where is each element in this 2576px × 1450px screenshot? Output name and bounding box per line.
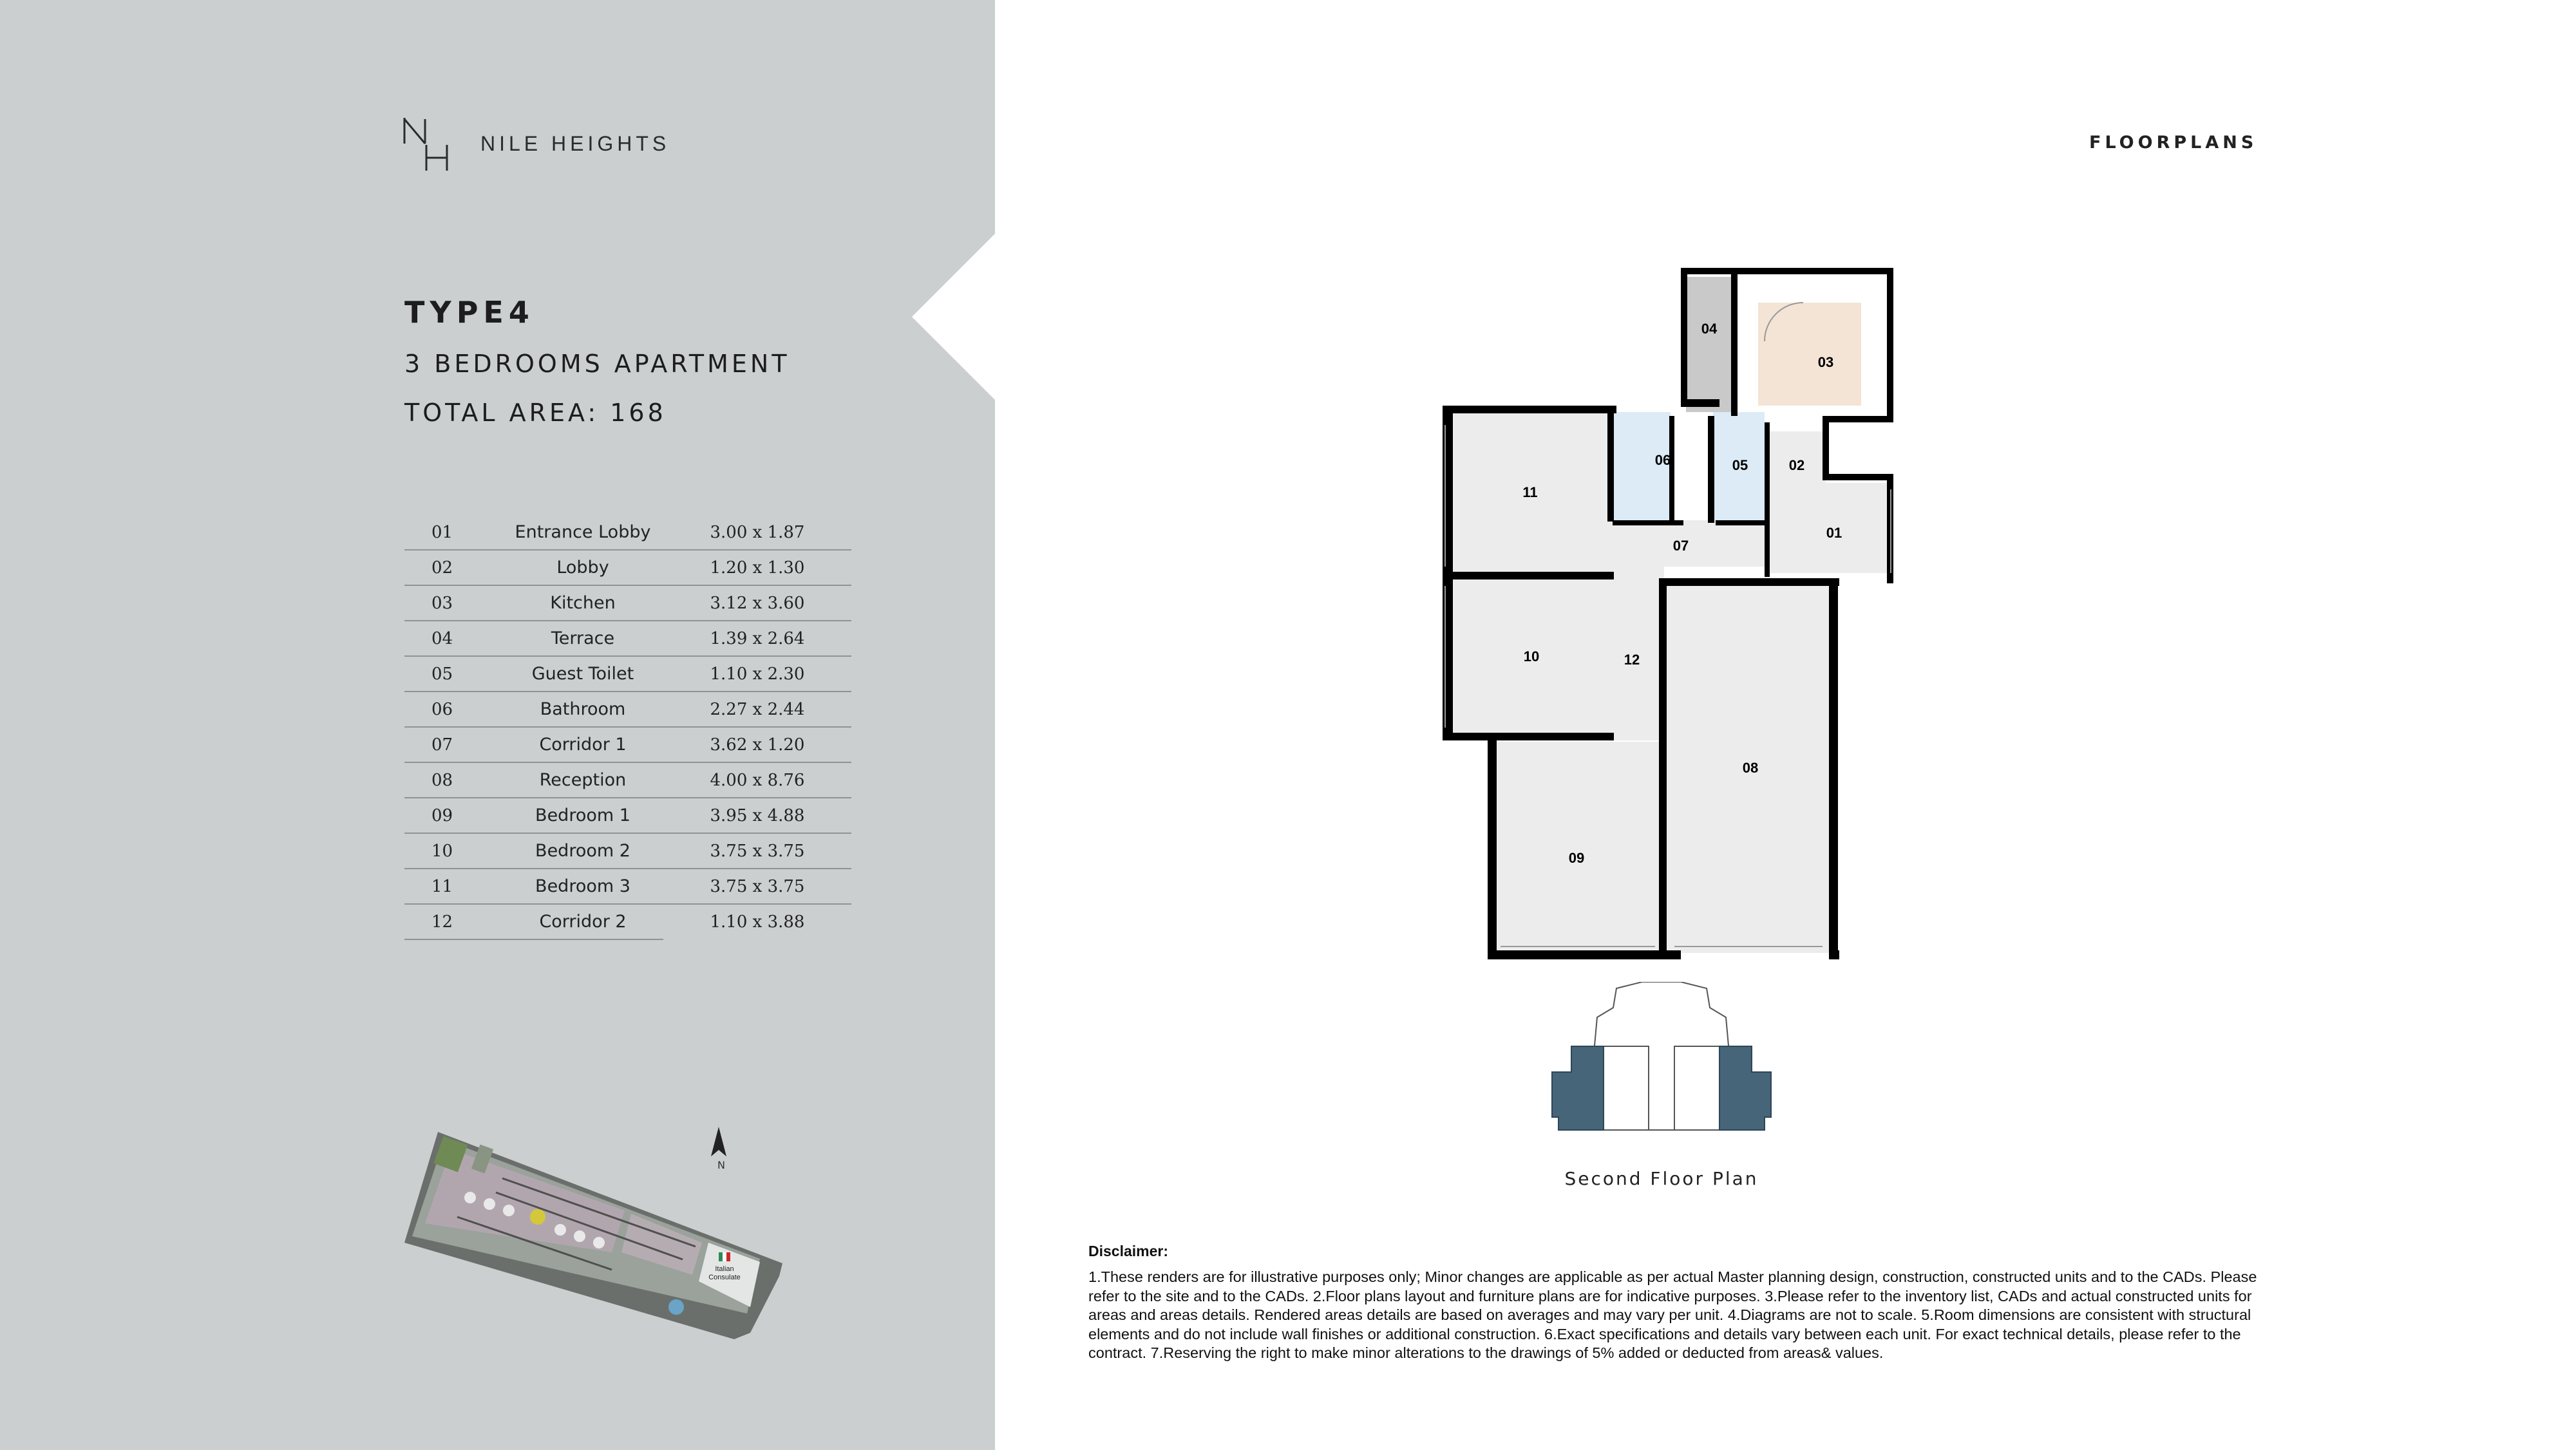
room-number: 10 bbox=[404, 833, 502, 869]
room-name: Corridor 1 bbox=[502, 727, 663, 762]
table-row bbox=[404, 798, 851, 833]
room-name: Corridor 2 bbox=[502, 904, 663, 939]
table-row bbox=[404, 550, 851, 585]
room-name: Bedroom 2 bbox=[502, 833, 663, 869]
table-row bbox=[404, 904, 851, 939]
room-09-area bbox=[1492, 742, 1664, 953]
landmark-line2: Consulate bbox=[708, 1274, 741, 1281]
room-dimensions: 3.75 x 3.75 bbox=[663, 833, 851, 869]
label-room-12: 12 bbox=[1624, 652, 1640, 668]
label-room-11: 11 bbox=[1522, 484, 1538, 500]
room-dimensions: 4.00 x 8.76 bbox=[663, 762, 851, 798]
key-plan bbox=[1539, 982, 1784, 1149]
room-dimensions: 1.39 x 2.64 bbox=[663, 621, 851, 656]
room-number: 03 bbox=[404, 585, 502, 621]
room-number: 05 bbox=[404, 656, 502, 692]
table-row bbox=[404, 762, 851, 798]
label-room-02: 02 bbox=[1788, 457, 1805, 473]
disclaimer bbox=[1088, 1243, 2257, 1363]
label-room-04: 04 bbox=[1701, 321, 1718, 337]
room-schedule-table bbox=[404, 515, 851, 940]
room-dimensions: 1.10 x 3.88 bbox=[710, 912, 805, 932]
room-number: 06 bbox=[404, 692, 502, 727]
nh-monogram-icon bbox=[403, 118, 448, 171]
room-number: 04 bbox=[404, 621, 502, 656]
room-dimensions: 3.12 x 3.60 bbox=[663, 585, 851, 621]
table-row bbox=[404, 727, 851, 762]
table-row bbox=[404, 515, 851, 550]
label-room-07: 07 bbox=[1672, 538, 1689, 554]
disclaimer-title: Disclaimer: bbox=[1088, 1243, 1169, 1259]
panel-notch bbox=[912, 233, 996, 400]
table-row bbox=[404, 621, 851, 656]
room-dimensions: 3.75 x 3.75 bbox=[663, 869, 851, 904]
brand-logo bbox=[403, 118, 670, 173]
floor-plan bbox=[1417, 258, 1919, 966]
table-row bbox=[404, 833, 851, 869]
room-name: Reception bbox=[502, 762, 663, 798]
landmark-line1: Italian bbox=[715, 1265, 734, 1273]
room-dimensions: 3.95 x 4.88 bbox=[663, 798, 851, 833]
unit-total-area: TOTAL AREA: 168 bbox=[404, 399, 667, 427]
label-room-09: 09 bbox=[1568, 850, 1585, 866]
room-03-area bbox=[1758, 303, 1861, 406]
label-room-01: 01 bbox=[1826, 525, 1842, 541]
room-name: Bedroom 3 bbox=[502, 869, 663, 904]
room-name: Bedroom 1 bbox=[502, 798, 663, 833]
room-number: 01 bbox=[404, 515, 502, 550]
unit-type-title: TYPE4 bbox=[404, 295, 535, 330]
room-number: 12 bbox=[404, 904, 502, 939]
label-room-06: 06 bbox=[1654, 452, 1671, 468]
label-room-05: 05 bbox=[1732, 457, 1748, 473]
room-04-area bbox=[1686, 277, 1731, 412]
room-name: Guest Toilet bbox=[502, 656, 663, 692]
room-name: Terrace bbox=[502, 621, 663, 656]
room-name: Bathroom bbox=[502, 692, 663, 727]
room-dimensions: 3.62 x 1.20 bbox=[663, 727, 851, 762]
room-name: Entrance Lobby bbox=[502, 515, 663, 550]
room-07-area bbox=[1613, 520, 1786, 567]
room-number: 02 bbox=[404, 550, 502, 585]
room-name: Kitchen bbox=[502, 585, 663, 621]
room-number: 11 bbox=[404, 869, 502, 904]
table-row bbox=[404, 585, 851, 621]
page-heading: FLOORPLANS bbox=[2089, 133, 2258, 153]
room-number: 07 bbox=[404, 727, 502, 762]
room-dimensions: 3.00 x 1.87 bbox=[663, 515, 851, 550]
table-row bbox=[404, 656, 851, 692]
table-row bbox=[404, 692, 851, 727]
room-dimensions: 1.10 x 2.30 bbox=[663, 656, 851, 692]
room-number: 08 bbox=[404, 762, 502, 798]
room-number: 09 bbox=[404, 798, 502, 833]
room-dimensions: 2.27 x 2.44 bbox=[663, 692, 851, 727]
room-name: Lobby bbox=[502, 550, 663, 585]
north-arrow-icon bbox=[706, 1125, 732, 1162]
key-plan-caption: Second Floor Plan bbox=[1564, 1168, 1759, 1189]
flag-icon bbox=[719, 1252, 730, 1261]
brand-name: NILE HEIGHTS bbox=[480, 132, 670, 155]
label-room-08: 08 bbox=[1742, 760, 1759, 776]
unit-description: 3 BEDROOMS APARTMENT bbox=[404, 350, 790, 378]
room-dimensions: 1.20 x 1.30 bbox=[663, 550, 851, 585]
compass-label: N bbox=[717, 1159, 725, 1171]
table-row bbox=[404, 869, 851, 904]
disclaimer-body: 1.These renders are for illustrative purposes only; Minor changes are applicable as per actual Master planning design, construction, constructed units and to the CADs. Please refer to the site and to the CADs. 2.Floor plans layout and furniture plans are for indicative purposes. 3.Please refer to the inventory list, CADs and actual constructed units for areas and areas details. Rendered areas details are based on averages and may vary per unit. 4.Diagrams are not to scale. 5.Room dimensions are consistent with structural elements and do not include wall finishes or additional construction. 6.Exact specifications and details vary between each unit. For exact technical details, please refer to the contract. 7.Reserving the right to make minor alterations to the drawings of 5% added or deducted from areas& values. bbox=[1088, 1268, 2257, 1361]
label-room-03: 03 bbox=[1817, 354, 1834, 370]
label-room-10: 10 bbox=[1523, 648, 1540, 664]
